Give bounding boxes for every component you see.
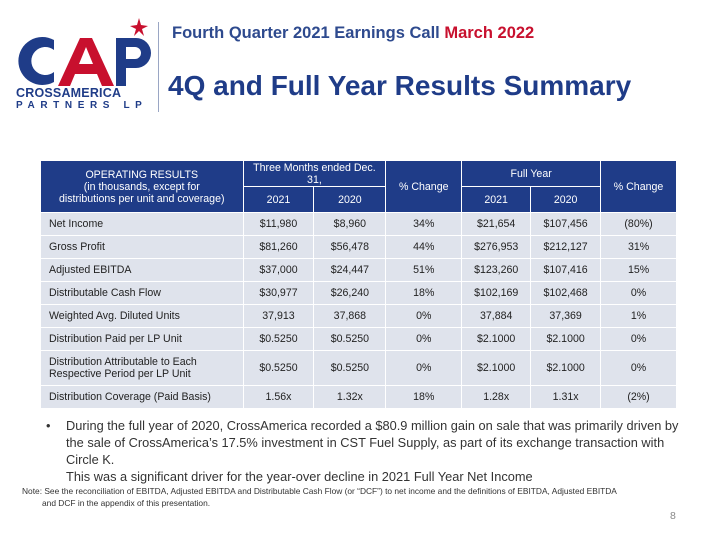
- fullyear-2021-header: 2021: [462, 187, 531, 213]
- footnote: Note: See the reconciliation of EBITDA, Adjusted EBITDA and Distributable Cash Flow (or “DCF”) to net income and the definitions of EBITDA, Adjusted EBITDA and DCF in the appendix of this presentation.: [22, 486, 617, 508]
- row-label: Net Income: [41, 213, 244, 236]
- table-row: [41, 259, 677, 282]
- cell-q2020: 37,868: [314, 305, 386, 328]
- cell-q2020: $24,447: [314, 259, 386, 282]
- cell-fy-change: 0%: [601, 282, 677, 305]
- cell-fy2021: $276,953: [462, 236, 531, 259]
- quarter-change-header: % Change: [386, 161, 462, 213]
- cell-q2021: $37,000: [243, 259, 314, 282]
- event-date: March 2022: [444, 24, 535, 42]
- row-label: Weighted Avg. Diluted Units: [41, 305, 244, 328]
- row-label: Adjusted EBITDA: [41, 259, 244, 282]
- cell-q2021: 37,913: [243, 305, 314, 328]
- cell-fy2021: 37,884: [462, 305, 531, 328]
- cell-fy2021: 1.28x: [462, 386, 531, 409]
- cell-q-change: 0%: [386, 305, 462, 328]
- cell-q-change: 18%: [386, 282, 462, 305]
- cell-fy2020: 37,369: [531, 305, 601, 328]
- cell-q2020: $56,478: [314, 236, 386, 259]
- cell-fy2021: $21,654: [462, 213, 531, 236]
- table-row: [41, 351, 677, 386]
- cell-fy2020: $107,416: [531, 259, 601, 282]
- table-row: [41, 282, 677, 305]
- cell-fy-change: 31%: [601, 236, 677, 259]
- cell-fy2021: $2.1000: [462, 351, 531, 386]
- table-row: [41, 328, 677, 351]
- cell-q-change: 18%: [386, 386, 462, 409]
- cell-q2020: $8,960: [314, 213, 386, 236]
- cell-q-change: 0%: [386, 328, 462, 351]
- table-row: [41, 236, 677, 259]
- row-label: Distribution Paid per LP Unit: [41, 328, 244, 351]
- cell-fy-change: (80%): [601, 213, 677, 236]
- cell-q2020: 1.32x: [314, 386, 386, 409]
- row-label: Gross Profit: [41, 236, 244, 259]
- table-row: [41, 305, 677, 328]
- fullyear-change-header: % Change: [601, 161, 677, 213]
- logo-subwordmark: PARTNERS LP: [16, 100, 148, 111]
- cell-fy2021: $2.1000: [462, 328, 531, 351]
- page-number: 8: [670, 510, 676, 522]
- quarter-2021-header: 2021: [243, 187, 314, 213]
- cell-q2021: $81,260: [243, 236, 314, 259]
- cell-q2020: $26,240: [314, 282, 386, 305]
- cell-fy2021: $102,169: [462, 282, 531, 305]
- fullyear-2020-header: 2020: [531, 187, 601, 213]
- cell-fy-change: (2%): [601, 386, 677, 409]
- cell-q-change: 34%: [386, 213, 462, 236]
- row-label: Distributable Cash Flow: [41, 282, 244, 305]
- cell-fy2021: $123,260: [462, 259, 531, 282]
- event-name: Fourth Quarter 2021 Earnings Call: [172, 24, 440, 42]
- quarter-group-header: Three Months ended Dec. 31,: [243, 161, 386, 187]
- bullet-marker: •: [46, 418, 51, 433]
- cell-fy-change: 15%: [601, 259, 677, 282]
- cell-q-change: 0%: [386, 351, 462, 386]
- quarter-2020-header: 2020: [314, 187, 386, 213]
- row-label: Distribution Coverage (Paid Basis): [41, 386, 244, 409]
- table-row: [41, 213, 677, 236]
- corner-header: OPERATING RESULTS (in thousands, except for distributions per unit and coverage): [41, 161, 244, 213]
- event-subtitle: [172, 24, 534, 43]
- cell-q2020: $0.5250: [314, 351, 386, 386]
- cell-fy2020: 1.31x: [531, 386, 601, 409]
- page-title: 4Q and Full Year Results Summary: [168, 70, 632, 101]
- cell-q2021: $0.5250: [243, 328, 314, 351]
- results-table: [40, 160, 677, 409]
- header-divider: [158, 22, 159, 112]
- cell-q2021: 1.56x: [243, 386, 314, 409]
- cell-fy2020: $102,468: [531, 282, 601, 305]
- cell-fy2020: $2.1000: [531, 351, 601, 386]
- cell-fy-change: 0%: [601, 351, 677, 386]
- cell-q2021: $0.5250: [243, 351, 314, 386]
- cell-q2021: $30,977: [243, 282, 314, 305]
- cell-fy2020: $2.1000: [531, 328, 601, 351]
- cell-q2020: $0.5250: [314, 328, 386, 351]
- table-row: [41, 386, 677, 409]
- bullet-text: During the full year of 2020, CrossAmerica recorded a $80.9 million gain on sale that was primarily driven by the sale of CrossAmerica’s 17.5% investment in CST Fuel Supply, as part of its exchange transaction with Circle K. This was a significant driver for the year-over decline in 2021 Full Year Net Income: [66, 418, 679, 484]
- cell-q2021: $11,980: [243, 213, 314, 236]
- commentary-bullet: [46, 417, 686, 485]
- fullyear-group-header: Full Year: [462, 161, 601, 187]
- cell-fy-change: 0%: [601, 328, 677, 351]
- row-label: Distribution Attributable to Each Respective Period per LP Unit: [41, 351, 244, 386]
- cell-q-change: 51%: [386, 259, 462, 282]
- logo-wordmark: CROSSAMERICA: [16, 86, 122, 100]
- cell-fy2020: $212,127: [531, 236, 601, 259]
- cell-fy2020: $107,456: [531, 213, 601, 236]
- cell-q-change: 44%: [386, 236, 462, 259]
- cell-fy-change: 1%: [601, 305, 677, 328]
